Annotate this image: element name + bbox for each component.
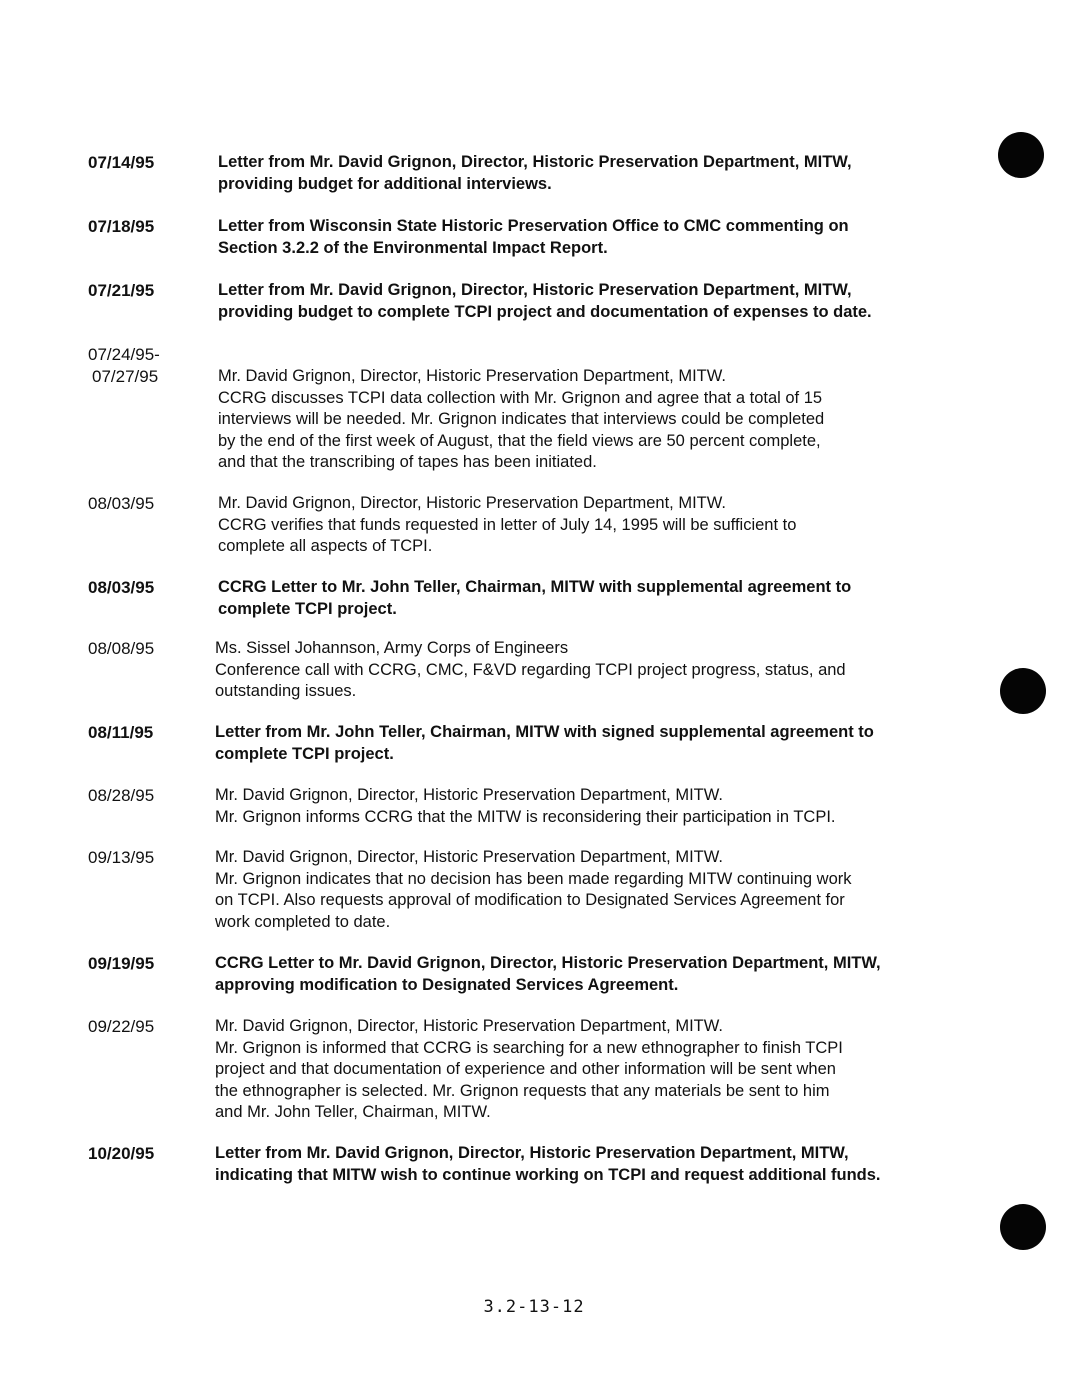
entry-line: CCRG Letter to Mr. David Grignon, Director, Historic Preservation Department, MITW, <box>215 954 881 972</box>
entry-description <box>218 216 934 259</box>
entry-line: complete TCPI project. <box>218 599 397 618</box>
entry-date: 09/22/95 <box>88 1017 155 1036</box>
entry-date: 08/03/95 <box>88 494 155 513</box>
entry-date: 07/21/95 <box>88 281 155 300</box>
entry-line: Mr. Grignon is informed that CCRG is searching for a new ethnographer to finish TCPI <box>215 1038 843 1057</box>
entry-line: CCRG Letter to Mr. John Teller, Chairman, MITW with supplemental agreement to <box>218 578 852 596</box>
entry-description <box>215 785 931 828</box>
entry-date: 09/19/95 <box>88 954 155 973</box>
entry-line: and Mr. John Teller, Chairman, MITW. <box>215 1103 491 1121</box>
entry-line: complete TCPI project. <box>215 744 394 763</box>
entry-description <box>218 366 934 474</box>
entry-line: Letter from Mr. David Grignon, Director, Historic Preservation Department, MITW, <box>215 1144 849 1162</box>
entry-description <box>215 953 931 996</box>
entry-date: 08/03/95 <box>88 578 155 597</box>
entry-description <box>218 280 934 323</box>
entry-date: 08/28/95 <box>88 786 155 805</box>
entry-line: work completed to date. <box>215 912 391 931</box>
entry-date: 08/11/95 <box>88 723 154 742</box>
entry-date: 10/20/95 <box>88 1144 155 1163</box>
entry-date-start: 07/24/95- <box>88 345 160 364</box>
entry-line: indicating that MITW wish to continue working on TCPI and request additional funds. <box>215 1165 881 1184</box>
entry-date-end: 07/27/95 <box>92 367 159 386</box>
entry-line: interviews will be needed. Mr. Grignon indicates that interviews could be completed <box>218 410 825 428</box>
binder-hole-bottom <box>1000 1204 1046 1250</box>
entry-line: complete all aspects of TCPI. <box>218 537 433 555</box>
entry-date: 07/14/95 <box>88 153 155 172</box>
entry-line: providing budget to complete TCPI project and documentation of expenses to date. <box>218 302 872 321</box>
entry-description <box>218 577 934 620</box>
entry-line: Letter from Mr. John Teller, Chairman, MITW with signed supplemental agreement to <box>215 723 874 741</box>
entry-line: CCRG verifies that funds requested in letter of July 14, 1995 will be sufficient to <box>218 515 797 534</box>
entry-date: 09/13/95 <box>88 848 155 867</box>
entry-line: Mr. David Grignon, Director, Historic Preservation Department, MITW. <box>218 494 726 512</box>
entry-line: providing budget for additional interviews. <box>218 174 552 193</box>
entry-line: by the end of the first week of August, that the field views are 50 percent complete, <box>218 431 821 450</box>
entry-description <box>215 1016 931 1124</box>
entry-line: Mr. David Grignon, Director, Historic Preservation Department, MITW. <box>215 1017 723 1035</box>
entry-description <box>218 152 934 195</box>
entry-description <box>215 847 931 933</box>
entry-line: Ms. Sissel Johannson, Army Corps of Engineers <box>215 639 569 657</box>
entry-line: Letter from Mr. David Grignon, Director, Historic Preservation Department, MITW, <box>218 281 852 299</box>
entry-date: 08/08/95 <box>88 639 155 658</box>
binder-hole-top <box>998 132 1044 178</box>
entry-line: Section 3.2.2 of the Environmental Impact Report. <box>218 238 608 257</box>
entry-line: Mr. Grignon indicates that no decision has been made regarding MITW continuing work <box>215 869 852 888</box>
entry-line: and that the transcribing of tapes has been initiated. <box>218 453 597 471</box>
entry-line: CCRG discusses TCPI data collection with Mr. Grignon and agree that a total of 15 <box>218 388 823 407</box>
entry-description <box>215 1143 931 1186</box>
entry-line: Letter from Mr. David Grignon, Director, Historic Preservation Department, MITW, <box>218 153 852 171</box>
entry-line: approving modification to Designated Services Agreement. <box>215 975 679 994</box>
page-number: 3.2-13-12 <box>483 1297 585 1317</box>
entry-date: 07/18/95 <box>88 217 155 236</box>
entry-line: the ethnographer is selected. Mr. Grignon requests that any materials be sent to him <box>215 1081 830 1100</box>
entry-line: Mr. David Grignon, Director, Historic Preservation Department, MITW. <box>215 848 723 866</box>
entry-description <box>218 493 934 558</box>
entry-line: outstanding issues. <box>215 682 357 700</box>
entry-line: Mr. Grignon informs CCRG that the MITW is reconsidering their participation in TCPI. <box>215 807 836 826</box>
entry-description <box>215 638 931 703</box>
binder-hole-middle <box>1000 668 1046 714</box>
entry-description <box>215 722 931 765</box>
entry-line: Letter from Wisconsin State Historic Preservation Office to CMC commenting on <box>218 217 849 235</box>
entry-line: Mr. David Grignon, Director, Historic Preservation Department, MITW. <box>215 786 723 804</box>
entry-line: Conference call with CCRG, CMC, F&VD regarding TCPI project progress, status, and <box>215 660 846 679</box>
entry-line: project and that documentation of experience and other information will be sent when <box>215 1060 836 1078</box>
entry-line: on TCPI. Also requests approval of modification to Designated Services Agreement for <box>215 891 845 909</box>
entry-line: Mr. David Grignon, Director, Historic Preservation Department, MITW. <box>218 367 726 385</box>
